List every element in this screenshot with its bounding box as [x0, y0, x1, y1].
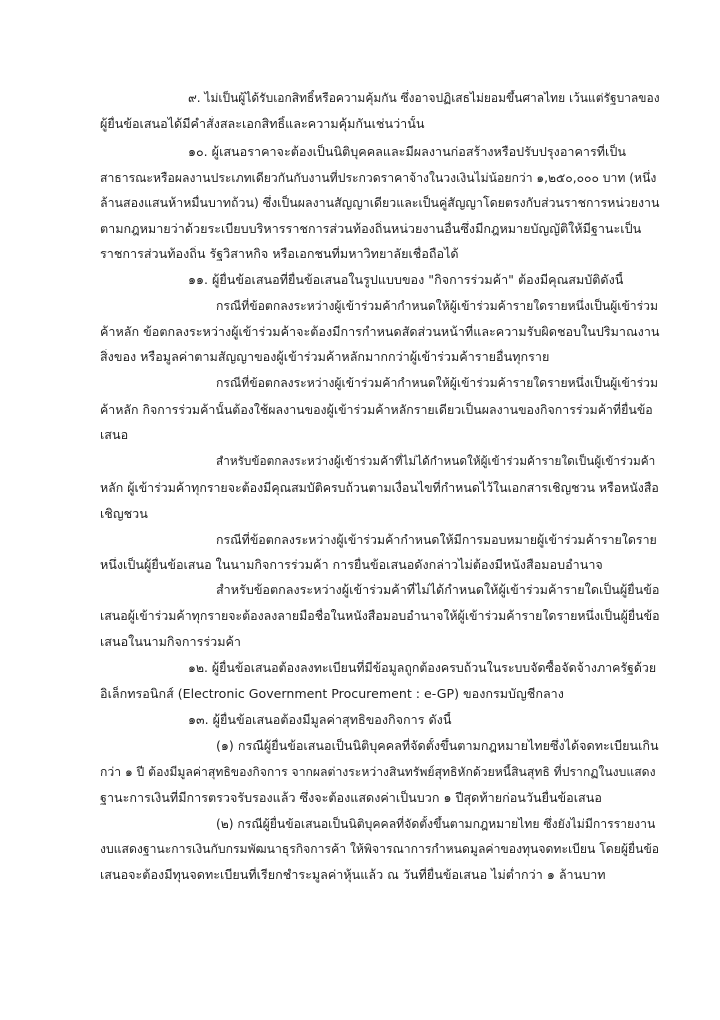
text-line: ราชการส่วนท้องถิ่น รัฐวิสาหกิจ หรือเอกชนที่มหาวิทยาลัยเชื่อถือได้	[100, 246, 459, 261]
text-line: ๑๒. ผู้ยื่นข้อเสนอต้องลงทะเบียนที่มีข้อมูลถูกต้องครบถ้วนในระบบจัดซื้อจัดจ้างภาครัฐด้วย	[188, 660, 657, 675]
text-line: เชิญชวน	[100, 506, 148, 521]
text-line: ล้านสองแสนห้าหมื่นบาทถ้วน) ซึ่งเป็นผลงานสัญญาเดียวและเป็นคู่สัญญาโดยตรงกับส่วนราชการหน่วยงาน	[100, 195, 660, 210]
text-line: เสนอผู้เข้าร่วมค้าทุกรายจะต้องลงลายมือชื่อในหนังสือมอบอำนาจให้ผู้เข้าร่วมค้ารายใดรายหนึ่งเป็นผู้ยื่นข้อ	[100, 608, 660, 623]
text-line: สาธารณะหรือผลงานประเภทเดียวกันกับงานที่ประกวดราคาจ้างในวงเงินไม่น้อยกว่า ๑,๒๕๐,๐๐๐ บาท (หนึ่ง	[100, 171, 657, 185]
text-line: เสนอในนามกิจการร่วมค้า	[100, 634, 242, 649]
text-line: สำหรับข้อตกลงระหว่างผู้เข้าร่วมค้าที่ไม่ได้กำหนดให้ผู้เข้าร่วมค้ารายใดเป็นผู้เข้าร่วมค้า	[216, 454, 656, 468]
text-line: ค้าหลัก กิจการร่วมค้านั้นต้องใช้ผลงานของผู้เข้าร่วมค้าหลักรายเดียวเป็นผลงานของกิจการร่วมค้าที่ยื่นข้อ	[100, 402, 653, 417]
text-line: สิ่งของ หรือมูลค่าตามสัญญาของผู้เข้าร่วมค้าหลักมากกว่าผู้เข้าร่วมค้ารายอื่นทุกราย	[100, 349, 550, 364]
text-line: ตามกฎหมายว่าด้วยระเบียบบริหารราชการส่วนท้องถิ่นหน่วยงานอื่นซึ่งมีกฎหมายบัญญัติให้มีฐานะเป็น	[100, 221, 642, 236]
text-line: กรณีที่ข้อตกลงระหว่างผู้เข้าร่วมค้ากำหนดให้ผู้เข้าร่วมค้ารายใดรายหนึ่งเป็นผู้เข้าร่วม	[216, 376, 659, 390]
text-line: เสนอ	[100, 427, 129, 442]
text-line: ผู้ยื่นข้อเสนอได้มีคำสั่งสละเอกสิทธิ์และความคุ้มกันเช่นว่านั้น	[100, 116, 425, 131]
text-line: (๑) กรณีผู้ยื่นข้อเสนอเป็นนิติบุคคลที่จัดตั้งขึ้นตามกฎหมายไทยซึ่งได้จดทะเบียนเกิน	[216, 738, 659, 753]
text-line: เสนอจะต้องมีทุนจดทะเบียนที่เรียกชำระมูลค่าหุ้นแล้ว ณ วันที่ยื่นข้อเสนอ ไม่ต่ำกว่า ๑ ล้านบาท	[100, 867, 606, 882]
text-line: ค้าหลัก ข้อตกลงระหว่างผู้เข้าร่วมค้าจะต้องมีการกำหนดสัดส่วนหน้าที่และความรับผิดชอบในปริมาณงาน	[100, 324, 660, 339]
text-line: กรณีที่ข้อตกลงระหว่างผู้เข้าร่วมค้ากำหนดให้ผู้เข้าร่วมค้ารายใดรายหนึ่งเป็นผู้เข้าร่วม	[216, 299, 659, 313]
text-line: (๒) กรณีผู้ยื่นข้อเสนอเป็นนิติบุคคลที่จัดตั้งขึ้นตามกฎหมายไทย ซึ่งยังไม่มีการรายงาน	[216, 817, 656, 831]
text-line: ๙. ไม่เป็นผู้ได้รับเอกสิทธิ์หรือความคุ้มกัน ซึ่งอาจปฏิเสธไม่ยอมขึ้นศาลไทย เว้นแต่รัฐบาลของ	[188, 91, 660, 105]
text-line: สำหรับข้อตกลงระหว่างผู้เข้าร่วมค้าที่ไม่ได้กำหนดให้ผู้เข้าร่วมค้ารายใดเป็นผู้ยื่นข้อ	[216, 582, 660, 597]
text-line: ๑๓. ผู้ยื่นข้อเสนอต้องมีมูลค่าสุทธิของกิจการ ดังนี้	[188, 712, 452, 727]
text-line: กรณีที่ข้อตกลงระหว่างผู้เข้าร่วมค้ากำหนดให้มีการมอบหมายผู้เข้าร่วมค้ารายใดราย	[216, 532, 657, 547]
text-line: งบแสดงฐานะการเงินกับกรมพัฒนาธุรกิจการค้า ให้พิจารณาการกำหนดมูลค่าของทุนจดทะเบียน โดยผู้ยื่นข้อ	[100, 842, 660, 856]
text-line: กว่า ๑ ปี ต้องมีมูลค่าสุทธิของกิจการ จากผลต่างระหว่างสินทรัพย์สุทธิหักด้วยหนี้สินสุทธิ ที่ปรากฏในงบแสดง	[100, 765, 656, 779]
text-line: ๑๐. ผู้เสนอราคาจะต้องเป็นนิติบุคคลและมีผลงานก่อสร้างหรือปรับปรุงอาคารที่เป็น	[188, 144, 626, 159]
text-line: ฐานะการเงินที่มีการตรวจรับรองแล้ว ซึ่งจะต้องแสดงค่าเป็นบวก ๑ ปีสุดท้ายก่อนวันยื่นข้อเสนอ	[100, 790, 602, 805]
text-line: ๑๑. ผู้ยื่นข้อเสนอที่ยื่นข้อเสนอในรูปแบบของ "กิจการร่วมค้า" ต้องมีคุณสมบัติดังนี้	[188, 272, 624, 287]
text-line: หนึ่งเป็นผู้ยื่นข้อเสนอ ในนามกิจการร่วมค้า การยื่นข้อเสนอดังกล่าวไม่ต้องมีหนังสือมอบอำนาจ	[100, 557, 603, 572]
text-line: หลัก ผู้เข้าร่วมค้าทุกรายจะต้องมีคุณสมบัติครบถ้วนตามเงื่อนไขที่กำหนดไว้ในเอกสารเชิญชวน หรือหนังสือ	[100, 480, 659, 495]
text-line: อิเล็กทรอนิกส์ (Electronic Government Procurement : e-GP) ของกรมบัญชีกลาง	[100, 686, 564, 701]
